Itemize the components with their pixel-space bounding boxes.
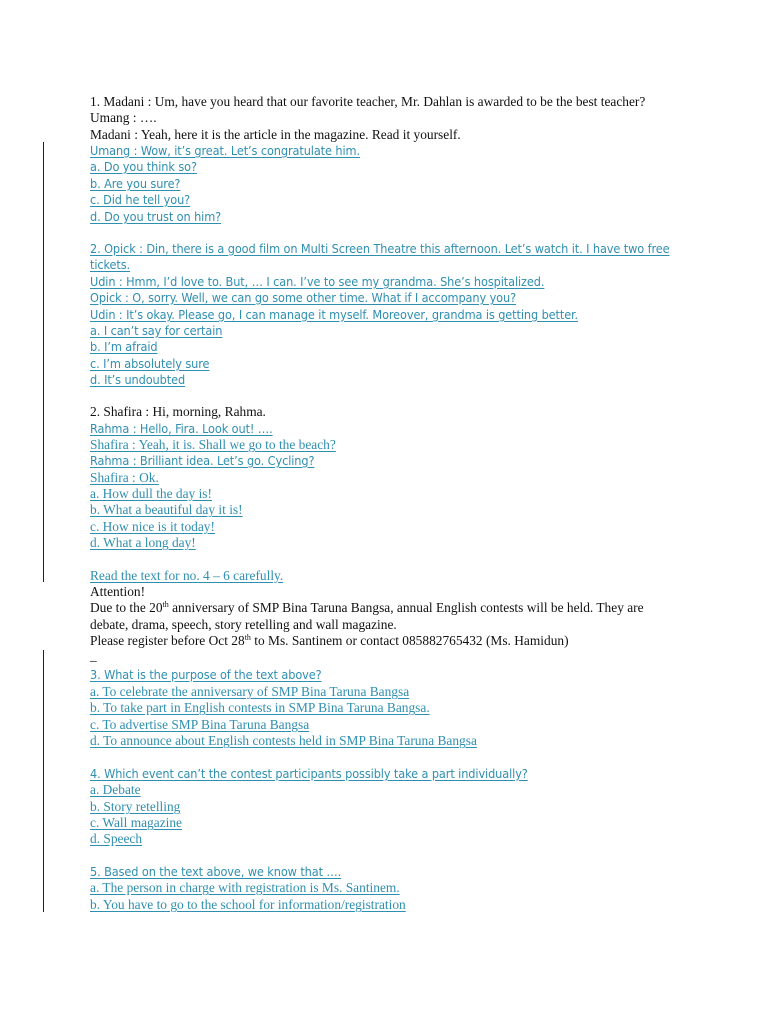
q6-option-a: a. The person in charge with registration is Ms. Santinem.	[90, 880, 400, 895]
attention-heading: Attention!	[90, 584, 146, 599]
q1-option-a: a. Do you think so?	[90, 159, 197, 174]
q3-line-4: Rahma : Brilliant idea. Let’s go. Cycling?	[90, 453, 315, 468]
q1-line-3: Madani : Yeah, here it is the article in the magazine. Read it yourself.	[90, 127, 461, 142]
q3-option-a: a. How dull the day is!	[90, 486, 212, 501]
q5-option-c: c. Wall magazine	[90, 815, 182, 830]
q2-option-a: a. I can’t say for certain	[90, 323, 223, 338]
q3-option-b: b. What a beautiful day it is!	[90, 502, 243, 517]
q3-option-d: d. What a long day!	[90, 535, 196, 550]
q2-line-5: Udin : It’s okay. Please go, I can manage it myself. Moreover, grandma is getting better.	[90, 307, 578, 322]
reading-instruction: Read the text for no. 4 – 6 carefully.	[90, 568, 284, 583]
q3-option-c: c. How nice is it today!	[90, 519, 215, 534]
q2-option-b: b. I’m afraid	[90, 339, 158, 354]
q3-line-5: Shafira : Ok.	[90, 470, 159, 485]
q1-option-b: b. Are you sure?	[90, 176, 181, 191]
q5-option-a: a. Debate	[90, 782, 141, 797]
text-paragraph-line-2: debate, drama, speech, story retelling and wall magazine.	[90, 617, 397, 632]
q1-line-2: Umang : ….	[90, 110, 157, 125]
q4-option-a: a. To celebrate the anniversary of SMP Bina Taruna Bangsa	[90, 684, 410, 699]
q3-line-3: Shafira : Yeah, it is. Shall we go to the beach?	[90, 437, 336, 452]
q1-option-c: c. Did he tell you?	[90, 192, 191, 207]
revision-bar-1	[43, 142, 44, 582]
q5-option-d: d. Speech	[90, 831, 143, 846]
q4-option-b: b. To take part in English contests in SMP Bina Taruna Bangsa.	[90, 700, 430, 715]
q3-line-2: Rahma : Hello, Fira. Look out! ….	[90, 421, 273, 436]
q4-question: 3. What is the purpose of the text above?	[90, 667, 322, 682]
revision-bar-2	[43, 650, 44, 912]
q2-line-2: tickets.	[90, 257, 131, 272]
q6-option-b: b. You have to go to the school for information/registration	[90, 897, 406, 912]
q2-option-d: d. It’s undoubted	[90, 372, 186, 387]
text-paragraph-line-1: Due to the 20th anniversary of SMP Bina Taruna Bangsa, annual English contests will be held. They are	[90, 600, 644, 615]
q1-line-4: Umang : Wow, it’s great. Let’s congratulate him.	[90, 143, 360, 158]
q1-option-d: d. Do you trust on him?	[90, 209, 222, 224]
q2-line-4: Opick : O, sorry. Well, we can go some other time. What if I accompany you?	[90, 290, 517, 305]
q2-option-c: c. I’m absolutely sure	[90, 356, 210, 371]
q3-line-1: 2. Shafira : Hi, morning, Rahma.	[90, 404, 266, 419]
text-paragraph-line-4: _	[90, 648, 97, 663]
q6-question: 5. Based on the text above, we know that ….	[90, 864, 342, 879]
q2-line-1: 2. Opick : Din, there is a good film on Multi Screen Theatre this afternoon. Let’s watch it. I have two free	[90, 241, 670, 256]
text-paragraph-line-3: Please register before Oct 28th to Ms. Santinem or contact 085882765432 (Ms. Hamidun)	[90, 633, 569, 648]
q5-option-b: b. Story retelling	[90, 799, 181, 814]
q5-question: 4. Which event can’t the contest participants possibly take a part individually?	[90, 766, 528, 781]
q1-line-1: 1. Madani : Um, have you heard that our favorite teacher, Mr. Dahlan is awarded to be the best teacher?	[90, 94, 646, 109]
q4-option-c: c. To advertise SMP Bina Taruna Bangsa	[90, 717, 310, 732]
q4-option-d: d. To announce about English contests held in SMP Bina Taruna Bangsa	[90, 733, 477, 748]
q2-line-3: Udin : Hmm, I’d love to. But, … I can. I’ve to see my grandma. She’s hospitalized.	[90, 274, 545, 289]
